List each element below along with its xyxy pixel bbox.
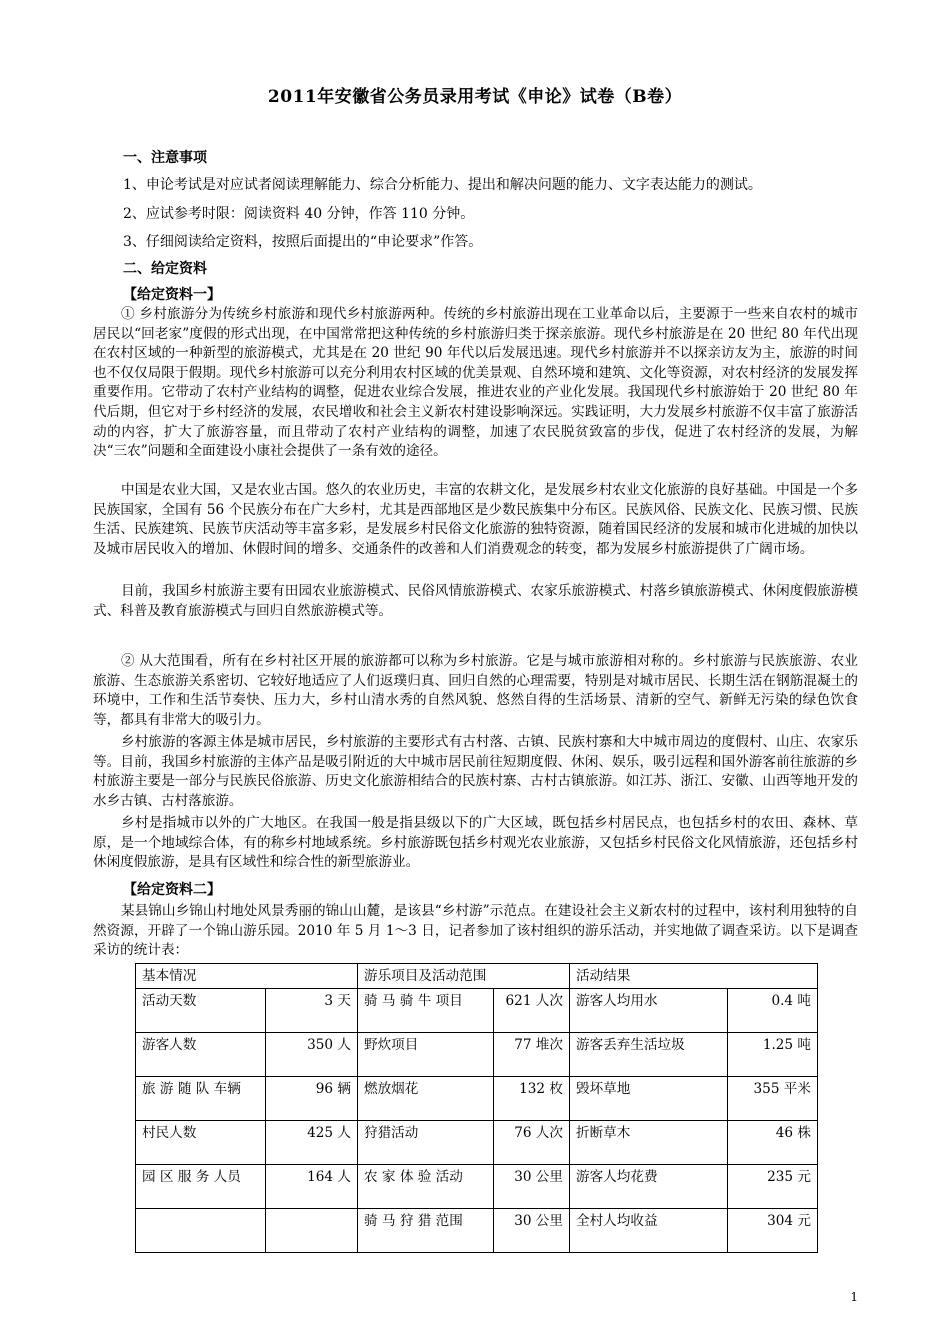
table-cell: 30 公里 xyxy=(494,1165,570,1209)
material-1-paragraph: 乡村是指城市以外的广大地区。在我国一般是指县级以下的广大区域，既包括乡村居民点，也包括乡村的农田、森林、草原，是一个地域综合体，有的称乡村地域系统。乡村旅游既包括乡村观光农业旅游，又包括乡村民俗文化风情旅游，还包括乡村休闲度假旅游，是具有区域性和综合性的新型旅游业。 xyxy=(93,815,858,871)
table-cell: 村民人数 xyxy=(136,1121,266,1165)
notice-item-2: 2、应试参考时限：阅读资料 40 分钟，作答 110 分钟。 xyxy=(123,206,475,222)
material-1-paragraph: ① 乡村旅游分为传统乡村旅游和现代乡村旅游两种。传统的乡村旅游出现在工业革命以后，主要源于一些来自农村的城市居民以“回老家”度假的形式出现，在中国常常把这种传统的乡村旅游归类于探亲旅游。现代乡村旅游是在 20 世纪 80 年代出现在农村区域的一种新型的旅游模式，尤其是在 20 世纪 90 年代以后发展迅速。现代乡村旅游并不以探亲访友为主，旅游的时间也不仅仅局限于假期。现代乡村旅游可以充分利用农村区域的优美景观、自然环境和建筑、文化等资源，对农村经济的发展发挥重要作用。它带动了农村产业结构的调整，促进农业综合发展，推进农业的产业化发展。我国现代乡村旅游始于 20 世纪 80 年代后期，但它对于乡村经济的发展，农民增收和社会主义新农村建设影响深远。实践证明，大力发展乡村旅游不仅丰富了旅游活动的内容，扩大了旅游容量，而且带动了农村产业结构的调整，加速了农民脱贫致富的步伐，促进了农村经济的发展，为解决“三农”问题和全面建设小康社会提供了一条有效的途径。 xyxy=(93,306,858,460)
document-title: 2011年安徽省公务员录用考试《申论》试卷（B卷） xyxy=(267,87,683,107)
table-cell: 76 人次 xyxy=(494,1121,570,1165)
table-cell: 30 公里 xyxy=(494,1209,570,1253)
table-cell: 园 区 服 务 人员 xyxy=(136,1165,266,1209)
survey-statistics-table xyxy=(135,963,818,1253)
table-cell: 活动天数 xyxy=(136,989,266,1033)
material-1-paragraph: ② 从大范围看，所有在乡村社区开展的旅游都可以称为乡村旅游。它是与城市旅游相对称的。乡村旅游与民族旅游、农业旅游、生态旅游关系密切、它较好地适应了人们返璞归真、回归自然的心理需要，特别是对城市居民、长期生活在钢筋混凝土的环境中，工作和生活节奏快、压力大，乡村山清水秀的自然风貌、悠然自得的生活场景、清新的空气、新鲜无污染的绿色饮食等，都具有非常大的吸引力。 xyxy=(93,653,858,728)
table-cell: 77 堆次 xyxy=(494,1033,570,1077)
table-row xyxy=(136,1033,818,1077)
table-cell: 游客人均用水 xyxy=(570,989,728,1033)
table-cell: 132 枚 xyxy=(494,1077,570,1121)
table-cell xyxy=(266,1209,358,1253)
table-cell: 0.4 吨 xyxy=(728,989,818,1033)
material-1-paragraph: 目前，我国乡村旅游主要有田园农业旅游模式、民俗风情旅游模式、农家乐旅游模式、村落乡镇旅游模式、休闲度假旅游模式、科普及教育旅游模式与回归自然旅游模式等。 xyxy=(93,583,858,619)
table-cell: 46 株 xyxy=(728,1121,818,1165)
table-header-cell: 游乐项目及活动范围 xyxy=(358,964,570,989)
table-cell: 1.25 吨 xyxy=(728,1033,818,1077)
table-cell: 游客丢弃生活垃圾 xyxy=(570,1033,728,1077)
table-header-row xyxy=(136,964,818,989)
material-1-paragraph: 乡村旅游的客源主体是城市居民，乡村旅游的主要形式有古村落、古镇、民族村寨和大中城市周边的度假村、山庄、农家乐等。目前，我国乡村旅游的主体产品是吸引附近的大中城市居民前往短期度假、休闲、娱乐，吸引远程和国外游客前往旅游的乡村旅游主要是一部分与民族民俗旅游、历史文化旅游相结合的民族村寨、古村古镇旅游。如江苏、浙江、安徽、山西等地开发的水乡古镇、古村落旅游。 xyxy=(93,734,858,809)
table-cell: 农 家 体 验 活动 xyxy=(358,1165,494,1209)
material-1-heading: 【给定资料一】 xyxy=(123,287,221,303)
notice-heading: 一、注意事项 xyxy=(123,150,207,166)
page-number: 1 xyxy=(850,1290,858,1304)
material-1-paragraph: 中国是农业大国，又是农业古国。悠久的农业历史，丰富的农耕文化，是发展乡村农业文化旅游的良好基础。中国是一个多民族国家，全国有 56 个民族分布在广大乡村，尤其是西部地区是少数民族集中分布区。民族风俗、民族文化、民族习惯、民族生活、民族建筑、民族节庆活动等丰富多彩，是发展乡村民俗文化旅游的独特资源，随着国民经济的发展和城市化进城的加快以及城市居民收入的增加、休假时间的增多、交通条件的改善和人们消费观念的转变，都为发展乡村旅游提供了广阔市场。 xyxy=(93,482,858,557)
table-header-cell: 基本情况 xyxy=(136,964,358,989)
table-cell: 3 天 xyxy=(266,989,358,1033)
table-row xyxy=(136,989,818,1033)
table-cell: 骑 马 狩 猎 范围 xyxy=(358,1209,494,1253)
table-cell: 旅 游 随 队 车辆 xyxy=(136,1077,266,1121)
table-header-cell: 活动结果 xyxy=(570,964,818,989)
materials-heading: 二、给定资料 xyxy=(123,261,207,277)
table-row xyxy=(136,1121,818,1165)
material-2-heading: 【给定资料二】 xyxy=(123,882,221,898)
table-cell: 235 元 xyxy=(728,1165,818,1209)
table-cell: 狩猎活动 xyxy=(358,1121,494,1165)
table-cell: 621 人次 xyxy=(494,989,570,1033)
table-cell: 96 辆 xyxy=(266,1077,358,1121)
table-row xyxy=(136,1165,818,1209)
table-row xyxy=(136,1077,818,1121)
material-2-intro: 某县锦山乡锦山村地处风景秀丽的锦山山麓，是该县“乡村游”示范点。在建设社会主义新农村的过程中，该村利用独特的自然资源，开辟了一个锦山游乐园。2010 年 5 月 1～3 日，记者参加了该村组织的游乐活动，并实地做了调查采访。以下是调查采访的统计表： xyxy=(93,903,858,959)
table-cell: 毁坏草地 xyxy=(570,1077,728,1121)
table-row xyxy=(136,1209,818,1253)
notice-item-1: 1、申论考试是对应试者阅读理解能力、综合分析能力、提出和解决问题的能力、文字表达能力的测试。 xyxy=(123,177,762,193)
table-cell: 折断草木 xyxy=(570,1121,728,1165)
table-cell: 骑 马 骑 牛 项目 xyxy=(358,989,494,1033)
table-cell: 全村人均收益 xyxy=(570,1209,728,1253)
table-cell: 164 人 xyxy=(266,1165,358,1209)
table-cell: 304 元 xyxy=(728,1209,818,1253)
table-cell: 游客人均花费 xyxy=(570,1165,728,1209)
table-cell: 游客人数 xyxy=(136,1033,266,1077)
table-cell: 355 平米 xyxy=(728,1077,818,1121)
table-cell: 350 人 xyxy=(266,1033,358,1077)
notice-item-3: 3、仔细阅读给定资料，按照后面提出的“申论要求”作答。 xyxy=(123,234,483,250)
table-cell: 燃放烟花 xyxy=(358,1077,494,1121)
table-cell xyxy=(136,1209,266,1253)
table-cell: 野炊项目 xyxy=(358,1033,494,1077)
table-cell: 425 人 xyxy=(266,1121,358,1165)
